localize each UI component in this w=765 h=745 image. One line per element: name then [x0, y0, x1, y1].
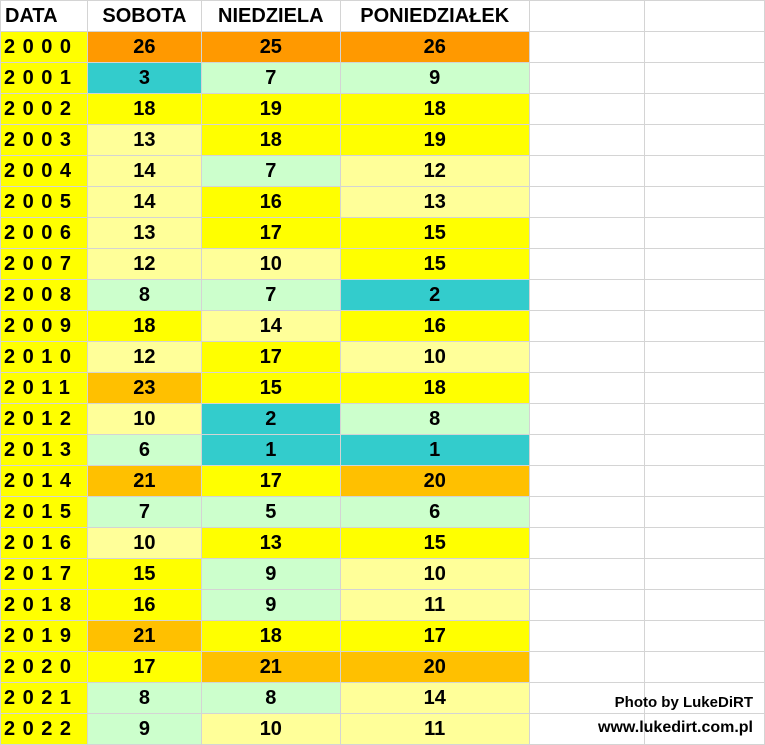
niedziela-cell[interactable]: 17: [201, 342, 340, 373]
empty-cell[interactable]: [529, 32, 645, 63]
niedziela-cell[interactable]: 9: [201, 559, 340, 590]
year-cell[interactable]: 2015: [1, 497, 88, 528]
year-cell[interactable]: 2014: [1, 466, 88, 497]
table-row: [1, 63, 765, 94]
empty-cell[interactable]: [645, 404, 765, 435]
niedziela-cell[interactable]: 14: [201, 311, 340, 342]
sobota-cell[interactable]: 8: [87, 280, 201, 311]
empty-cell[interactable]: [645, 466, 765, 497]
empty-cell[interactable]: [645, 497, 765, 528]
year-cell[interactable]: 2022: [1, 714, 88, 745]
sobota-cell[interactable]: 14: [87, 187, 201, 218]
niedziela-cell[interactable]: 21: [201, 652, 340, 683]
year-cell[interactable]: 2010: [1, 342, 88, 373]
empty-cell[interactable]: [645, 435, 765, 466]
table-row: [1, 32, 765, 63]
empty-cell[interactable]: [645, 94, 765, 125]
year-cell[interactable]: 2001: [1, 63, 88, 94]
empty-cell[interactable]: [529, 218, 645, 249]
table-row: [1, 559, 765, 590]
table-row: [1, 404, 765, 435]
sobota-cell[interactable]: 17: [87, 652, 201, 683]
poniedzialek-cell[interactable]: 16: [340, 311, 529, 342]
poniedzialek-cell[interactable]: 8: [340, 404, 529, 435]
table-row: [1, 466, 765, 497]
table-row: [1, 652, 765, 683]
poniedzialek-cell[interactable]: 20: [340, 466, 529, 497]
sobota-cell[interactable]: 3: [87, 63, 201, 94]
empty-cell[interactable]: [529, 1, 645, 32]
sobota-cell[interactable]: 21: [87, 621, 201, 652]
poniedzialek-cell[interactable]: 12: [340, 156, 529, 187]
empty-cell[interactable]: [645, 218, 765, 249]
empty-cell[interactable]: [645, 342, 765, 373]
sobota-cell[interactable]: 21: [87, 466, 201, 497]
empty-cell[interactable]: [529, 63, 645, 94]
year-cell[interactable]: 2019: [1, 621, 88, 652]
poniedzialek-cell[interactable]: 6: [340, 497, 529, 528]
year-cell[interactable]: 2007: [1, 249, 88, 280]
empty-cell[interactable]: [645, 187, 765, 218]
empty-cell[interactable]: [645, 373, 765, 404]
empty-cell[interactable]: [529, 342, 645, 373]
sobota-cell[interactable]: 12: [87, 249, 201, 280]
poniedzialek-cell[interactable]: 15: [340, 249, 529, 280]
empty-cell[interactable]: [529, 435, 645, 466]
poniedzialek-cell[interactable]: 26: [340, 32, 529, 63]
niedziela-cell[interactable]: 16: [201, 187, 340, 218]
empty-cell[interactable]: [529, 125, 645, 156]
niedziela-cell[interactable]: 10: [201, 714, 340, 745]
year-cell[interactable]: 2004: [1, 156, 88, 187]
year-cell[interactable]: 2013: [1, 435, 88, 466]
empty-cell[interactable]: [529, 590, 645, 621]
credit-line-1: Photo by LukeDiRT: [614, 694, 753, 711]
empty-cell[interactable]: [529, 528, 645, 559]
niedziela-cell[interactable]: 2: [201, 404, 340, 435]
table-row: [1, 125, 765, 156]
table-row: [1, 528, 765, 559]
year-cell[interactable]: 2009: [1, 311, 88, 342]
year-cell[interactable]: 2016: [1, 528, 88, 559]
credit-line-2: www.lukedirt.com.pl: [598, 719, 753, 736]
empty-cell[interactable]: [529, 621, 645, 652]
poniedzialek-cell[interactable]: 13: [340, 187, 529, 218]
niedziela-cell[interactable]: 15: [201, 373, 340, 404]
poniedzialek-cell[interactable]: 9: [340, 63, 529, 94]
year-cell[interactable]: 2002: [1, 94, 88, 125]
table-row: [1, 218, 765, 249]
niedziela-cell[interactable]: 7: [201, 280, 340, 311]
sobota-cell[interactable]: 6: [87, 435, 201, 466]
niedziela-cell[interactable]: 17: [201, 218, 340, 249]
poniedzialek-cell[interactable]: 15: [340, 528, 529, 559]
empty-cell[interactable]: [645, 528, 765, 559]
empty-cell[interactable]: [645, 1, 765, 32]
niedziela-cell[interactable]: 13: [201, 528, 340, 559]
sobota-cell[interactable]: 18: [87, 94, 201, 125]
empty-cell[interactable]: [645, 311, 765, 342]
niedziela-cell[interactable]: 7: [201, 156, 340, 187]
poniedzialek-cell[interactable]: 11: [340, 714, 529, 745]
empty-cell[interactable]: [645, 559, 765, 590]
table-row: [1, 311, 765, 342]
table-row: [1, 280, 765, 311]
empty-cell[interactable]: [529, 466, 645, 497]
poniedzialek-cell[interactable]: 1: [340, 435, 529, 466]
empty-cell[interactable]: [645, 280, 765, 311]
table-row: [1, 435, 765, 466]
empty-cell[interactable]: [645, 32, 765, 63]
poniedzialek-cell[interactable]: 2: [340, 280, 529, 311]
empty-cell[interactable]: [645, 63, 765, 94]
year-cell[interactable]: 2017: [1, 559, 88, 590]
sobota-cell[interactable]: 15: [87, 559, 201, 590]
year-cell[interactable]: 2000: [1, 32, 88, 63]
poniedzialek-cell[interactable]: 15: [340, 218, 529, 249]
empty-cell[interactable]: [529, 94, 645, 125]
table-row: [1, 249, 765, 280]
header-row: [1, 1, 765, 32]
year-cell[interactable]: 2012: [1, 404, 88, 435]
sobota-cell[interactable]: 12: [87, 342, 201, 373]
sobota-cell[interactable]: 23: [87, 373, 201, 404]
table-row: [1, 94, 765, 125]
niedziela-cell[interactable]: 5: [201, 497, 340, 528]
poniedzialek-cell[interactable]: 10: [340, 342, 529, 373]
empty-cell[interactable]: [645, 652, 765, 683]
poniedzialek-cell[interactable]: 20: [340, 652, 529, 683]
empty-cell[interactable]: [529, 280, 645, 311]
poniedzialek-cell[interactable]: 14: [340, 683, 529, 714]
table-row: [1, 497, 765, 528]
empty-cell[interactable]: [529, 373, 645, 404]
sobota-cell[interactable]: 7: [87, 497, 201, 528]
sobota-cell[interactable]: 14: [87, 156, 201, 187]
niedziela-cell[interactable]: 18: [201, 621, 340, 652]
sobota-cell[interactable]: 10: [87, 404, 201, 435]
poniedzialek-cell[interactable]: 19: [340, 125, 529, 156]
table-row: [1, 621, 765, 652]
empty-cell[interactable]: [529, 311, 645, 342]
niedziela-cell[interactable]: 10: [201, 249, 340, 280]
year-cell[interactable]: 2011: [1, 373, 88, 404]
table-row: [1, 373, 765, 404]
year-cell[interactable]: 2020: [1, 652, 88, 683]
poniedzialek-cell[interactable]: 17: [340, 621, 529, 652]
poniedzialek-cell[interactable]: 18: [340, 373, 529, 404]
sobota-cell[interactable]: 10: [87, 528, 201, 559]
header-sobota[interactable]: SOBOTA: [87, 1, 201, 32]
niedziela-cell[interactable]: 7: [201, 63, 340, 94]
year-cell[interactable]: 2021: [1, 683, 88, 714]
year-cell[interactable]: 2006: [1, 218, 88, 249]
sobota-cell[interactable]: 8: [87, 683, 201, 714]
niedziela-cell[interactable]: 17: [201, 466, 340, 497]
empty-cell[interactable]: [529, 156, 645, 187]
sobota-cell[interactable]: 13: [87, 218, 201, 249]
empty-cell[interactable]: [645, 125, 765, 156]
header-niedziela[interactable]: NIEDZIELA: [201, 1, 340, 32]
niedziela-cell[interactable]: 8: [201, 683, 340, 714]
sobota-cell[interactable]: 13: [87, 125, 201, 156]
empty-cell[interactable]: [529, 249, 645, 280]
table-row: [1, 590, 765, 621]
empty-cell[interactable]: [645, 249, 765, 280]
photo-credit: [598, 690, 753, 740]
header-data[interactable]: DATA: [1, 1, 88, 32]
empty-cell[interactable]: [529, 559, 645, 590]
table-row: [1, 342, 765, 373]
niedziela-cell[interactable]: 19: [201, 94, 340, 125]
sobota-cell[interactable]: 18: [87, 311, 201, 342]
year-cell[interactable]: 2003: [1, 125, 88, 156]
year-cell[interactable]: 2008: [1, 280, 88, 311]
sobota-cell[interactable]: 16: [87, 590, 201, 621]
year-cell[interactable]: 2005: [1, 187, 88, 218]
empty-cell[interactable]: [645, 621, 765, 652]
sobota-cell[interactable]: 9: [87, 714, 201, 745]
empty-cell[interactable]: [645, 156, 765, 187]
niedziela-cell[interactable]: 18: [201, 125, 340, 156]
niedziela-cell[interactable]: 25: [201, 32, 340, 63]
empty-cell[interactable]: [529, 652, 645, 683]
niedziela-cell[interactable]: 1: [201, 435, 340, 466]
empty-cell[interactable]: [529, 404, 645, 435]
table-row: [1, 156, 765, 187]
poniedzialek-cell[interactable]: 11: [340, 590, 529, 621]
poniedzialek-cell[interactable]: 18: [340, 94, 529, 125]
niedziela-cell[interactable]: 9: [201, 590, 340, 621]
empty-cell[interactable]: [529, 187, 645, 218]
table-row: [1, 187, 765, 218]
header-poniedzialek[interactable]: PONIEDZIAŁEK: [340, 1, 529, 32]
poniedzialek-cell[interactable]: 10: [340, 559, 529, 590]
empty-cell[interactable]: [645, 590, 765, 621]
year-cell[interactable]: 2018: [1, 590, 88, 621]
sobota-cell[interactable]: 26: [87, 32, 201, 63]
empty-cell[interactable]: [529, 497, 645, 528]
